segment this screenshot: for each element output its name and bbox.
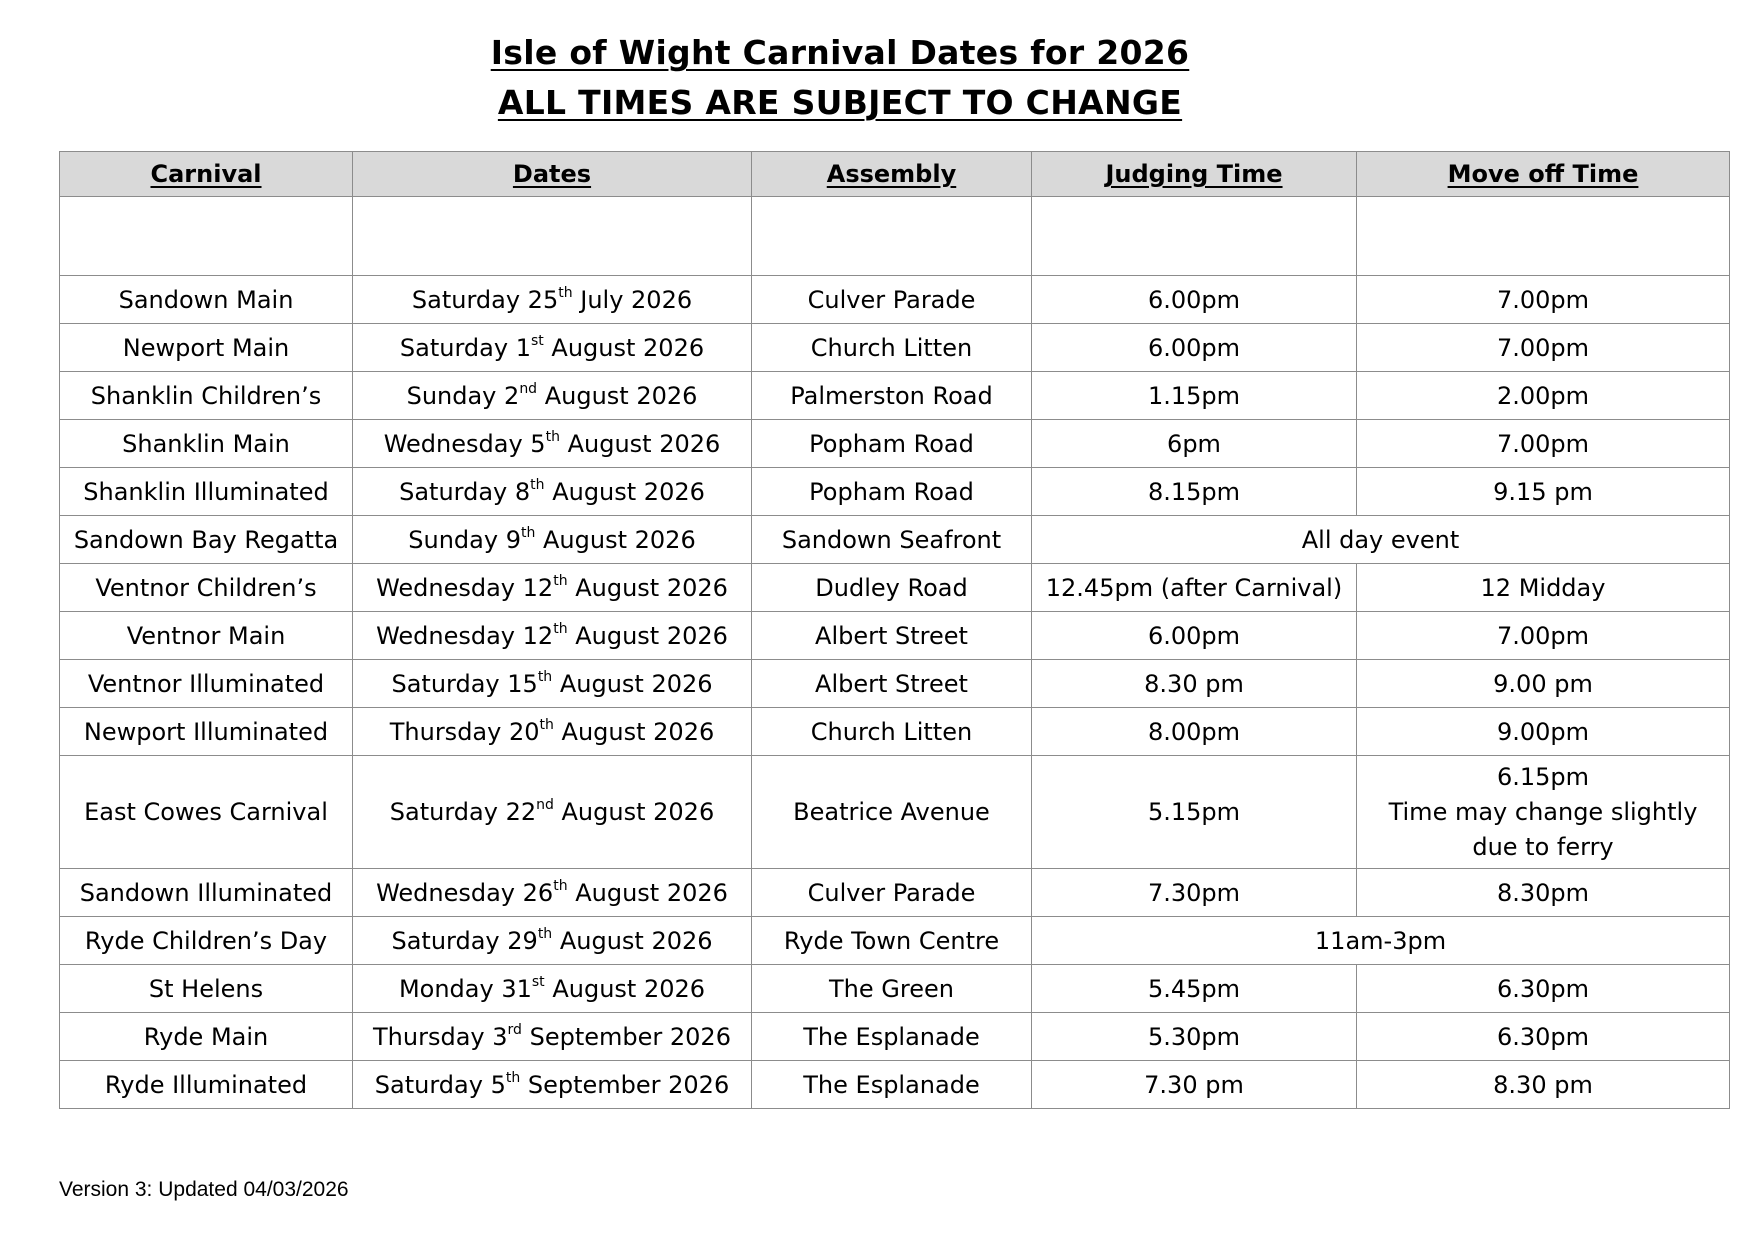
date-day: 31	[501, 974, 532, 1003]
date-cell	[353, 869, 752, 917]
date-weekday: Wednesday	[383, 429, 523, 458]
date-month-year: August 2026	[575, 878, 728, 907]
assembly-location: The Esplanade	[752, 1061, 1032, 1109]
page-subtitle: ALL TIMES ARE SUBJECT TO CHANGE	[497, 83, 1183, 122]
date-month-year: August 2026	[561, 798, 715, 826]
date-month-year: August 2026	[544, 381, 698, 410]
header-assembly: Assembly	[752, 152, 1032, 197]
date-month-year: August 2026	[559, 926, 713, 955]
date-suffix: th	[553, 572, 568, 589]
table-row	[60, 869, 1730, 917]
move-off-time: 9.00 pm	[1357, 660, 1730, 708]
move-off-note: Time may change slightly	[1388, 797, 1698, 826]
judging-time: 6.00pm	[1032, 276, 1357, 324]
move-off-time: 6.30pm	[1357, 965, 1730, 1013]
date-month-year: August 2026	[552, 974, 706, 1003]
blank-row	[60, 197, 1730, 276]
date-weekday: Monday	[398, 974, 494, 1003]
date-cell	[353, 756, 752, 869]
assembly-location: Culver Parade	[752, 276, 1032, 324]
move-off-time: 12 Midday	[1357, 564, 1730, 612]
carnival-name: Sandown Illuminated	[60, 869, 353, 917]
table-row	[60, 965, 1730, 1013]
move-off-time: 2.00pm	[1357, 372, 1730, 420]
date-cell	[353, 660, 752, 708]
judging-time: 5.45pm	[1032, 965, 1357, 1013]
date-day: 5	[530, 429, 546, 458]
table-row	[60, 708, 1730, 756]
date-month-year: August 2026	[543, 525, 696, 554]
date-cell	[353, 516, 752, 564]
move-off-time-value: 6.15pm	[1496, 762, 1590, 791]
judging-time: 8.00pm	[1032, 708, 1357, 756]
page-title: Isle of Wight Carnival Dates for 2026	[490, 33, 1190, 72]
judging-time: 1.15pm	[1032, 372, 1357, 420]
date-suffix: th	[558, 284, 573, 301]
date-suffix: th	[553, 877, 568, 894]
judging-time: 6.00pm	[1032, 612, 1357, 660]
date-suffix: nd	[536, 797, 554, 813]
carnival-name: Ryde Children’s Day	[60, 917, 353, 965]
date-month-year: August 2026	[559, 669, 713, 698]
move-off-time: 9.00pm	[1357, 708, 1730, 756]
date-day: 1	[515, 333, 531, 362]
move-off-time: 7.00pm	[1357, 612, 1730, 660]
table-row	[60, 564, 1730, 612]
date-month-year: July 2026	[580, 285, 693, 314]
version-footer: Version 3: Updated 04/03/2026	[59, 1178, 349, 1201]
date-suffix: st	[531, 973, 545, 990]
empty-cell	[1357, 197, 1730, 276]
date-day: 12	[522, 621, 554, 650]
date-day: 12	[522, 573, 554, 602]
date-month-year: August 2026	[551, 333, 705, 362]
table-row	[60, 612, 1730, 660]
date-weekday: Thursday	[373, 1022, 485, 1051]
carnival-name: Newport Illuminated	[60, 708, 353, 756]
date-weekday: Saturday	[391, 926, 500, 955]
date-month-year: August 2026	[575, 621, 728, 650]
date-suffix: th	[521, 524, 536, 541]
move-off-time	[1357, 756, 1730, 869]
date-suffix: th	[537, 925, 553, 942]
carnival-name: Shanklin Main	[60, 420, 353, 468]
carnival-name: Sandown Main	[60, 276, 353, 324]
combined-time: 11am-3pm	[1032, 917, 1730, 965]
assembly-location: Albert Street	[752, 612, 1032, 660]
carnival-name: Ventnor Children’s	[60, 564, 353, 612]
date-cell	[353, 1013, 752, 1061]
date-cell	[353, 708, 752, 756]
date-cell	[353, 917, 752, 965]
table-row	[60, 660, 1730, 708]
date-weekday: Wednesday	[376, 573, 516, 602]
carnival-name: East Cowes Carnival	[60, 756, 353, 869]
table-row	[60, 324, 1730, 372]
table-header-row	[60, 152, 1730, 197]
date-suffix: th	[553, 620, 568, 637]
table-row	[60, 372, 1730, 420]
assembly-location: Popham Road	[752, 420, 1032, 468]
move-off-time: 8.30pm	[1357, 869, 1730, 917]
date-day: 22	[505, 798, 537, 826]
judging-time: 12.45pm (after Carnival)	[1032, 564, 1357, 612]
assembly-location: The Esplanade	[752, 1013, 1032, 1061]
date-month-year: September 2026	[527, 1070, 730, 1099]
carnival-name: St Helens	[60, 965, 353, 1013]
empty-cell	[60, 197, 353, 276]
assembly-location: Popham Road	[752, 468, 1032, 516]
date-day: 8	[514, 477, 531, 506]
assembly-location: Albert Street	[752, 660, 1032, 708]
carnival-schedule-table	[59, 151, 1730, 1109]
table-row	[60, 468, 1730, 516]
move-off-time: 7.00pm	[1357, 324, 1730, 372]
judging-time: 7.30 pm	[1032, 1061, 1357, 1109]
date-cell	[353, 420, 752, 468]
table-row	[60, 917, 1730, 965]
date-day: 3	[492, 1022, 508, 1051]
assembly-location: Dudley Road	[752, 564, 1032, 612]
date-weekday: Saturday	[411, 285, 521, 314]
carnival-name: Ventnor Main	[60, 612, 353, 660]
carnival-name: Shanklin Illuminated	[60, 468, 353, 516]
carnival-name: Shanklin Children’s	[60, 372, 353, 420]
date-suffix: th	[539, 716, 554, 733]
judging-time: 8.30 pm	[1032, 660, 1357, 708]
date-day: 20	[508, 717, 540, 746]
date-weekday: Saturday	[399, 477, 508, 506]
table-row	[60, 276, 1730, 324]
carnival-name: Ryde Main	[60, 1013, 353, 1061]
date-day: 29	[507, 926, 538, 955]
date-cell	[353, 372, 752, 420]
date-day: 15	[507, 669, 538, 698]
date-suffix: th	[505, 1069, 521, 1086]
judging-time: 6.00pm	[1032, 324, 1357, 372]
date-weekday: Thursday	[389, 717, 502, 746]
empty-cell	[752, 197, 1032, 276]
move-off-note: due to ferry	[1472, 832, 1614, 861]
judging-time: 6pm	[1032, 420, 1357, 468]
judging-time: 5.30pm	[1032, 1013, 1357, 1061]
date-cell	[353, 612, 752, 660]
date-day: 2	[504, 381, 520, 410]
assembly-location: Church Litten	[752, 708, 1032, 756]
judging-time: 8.15pm	[1032, 468, 1357, 516]
move-off-time: 8.30 pm	[1357, 1061, 1730, 1109]
move-off-time: 9.15 pm	[1357, 468, 1730, 516]
date-suffix: nd	[519, 380, 538, 397]
date-day: 26	[522, 878, 554, 907]
date-suffix: rd	[507, 1021, 522, 1038]
date-cell	[353, 468, 752, 516]
table-row	[60, 516, 1730, 564]
empty-cell	[353, 197, 752, 276]
date-month-year: September 2026	[529, 1022, 731, 1051]
date-cell	[353, 965, 752, 1013]
date-month-year: August 2026	[561, 717, 715, 746]
date-suffix: st	[530, 332, 544, 349]
date-weekday: Saturday	[391, 669, 500, 698]
date-day: 9	[505, 525, 521, 554]
assembly-location: The Green	[752, 965, 1032, 1013]
assembly-location: Sandown Seafront	[752, 516, 1032, 564]
carnival-name: Newport Main	[60, 324, 353, 372]
table-row	[60, 1061, 1730, 1109]
assembly-location: Culver Parade	[752, 869, 1032, 917]
move-off-time: 7.00pm	[1357, 420, 1730, 468]
move-off-time: 6.30pm	[1357, 1013, 1730, 1061]
date-cell	[353, 1061, 752, 1109]
date-weekday: Wednesday	[376, 621, 516, 650]
assembly-location: Beatrice Avenue	[752, 756, 1032, 869]
date-cell	[353, 276, 752, 324]
assembly-location: Palmerston Road	[752, 372, 1032, 420]
date-weekday: Wednesday	[376, 878, 516, 907]
table-row	[60, 1013, 1730, 1061]
date-cell	[353, 564, 752, 612]
date-weekday: Saturday	[399, 333, 509, 362]
carnival-name: Ryde Illuminated	[60, 1061, 353, 1109]
header-move-off-time: Move off Time	[1357, 152, 1730, 197]
judging-time: 5.15pm	[1032, 756, 1357, 869]
judging-time: 7.30pm	[1032, 869, 1357, 917]
header-judging-time: Judging Time	[1032, 152, 1357, 197]
header-carnival: Carnival	[60, 152, 353, 197]
date-weekday: Saturday	[374, 1070, 483, 1099]
date-suffix: th	[530, 476, 545, 493]
date-day: 5	[490, 1070, 506, 1099]
date-weekday: Sunday	[406, 381, 497, 410]
date-weekday: Saturday	[389, 798, 498, 826]
date-day: 25	[527, 285, 559, 314]
move-off-time: 7.00pm	[1357, 276, 1730, 324]
table-row	[60, 420, 1730, 468]
document-title-block	[0, 28, 1680, 128]
date-month-year: August 2026	[575, 573, 728, 602]
date-month-year: August 2026	[552, 477, 705, 506]
date-suffix: th	[537, 668, 553, 685]
header-dates: Dates	[353, 152, 752, 197]
carnival-name: Ventnor Illuminated	[60, 660, 353, 708]
date-weekday: Sunday	[408, 525, 499, 554]
combined-time: All day event	[1032, 516, 1730, 564]
carnival-name: Sandown Bay Regatta	[60, 516, 353, 564]
table-row	[60, 756, 1730, 869]
assembly-location: Ryde Town Centre	[752, 917, 1032, 965]
assembly-location: Church Litten	[752, 324, 1032, 372]
empty-cell	[1032, 197, 1357, 276]
date-cell	[353, 324, 752, 372]
date-suffix: th	[545, 428, 560, 445]
date-month-year: August 2026	[567, 429, 721, 458]
